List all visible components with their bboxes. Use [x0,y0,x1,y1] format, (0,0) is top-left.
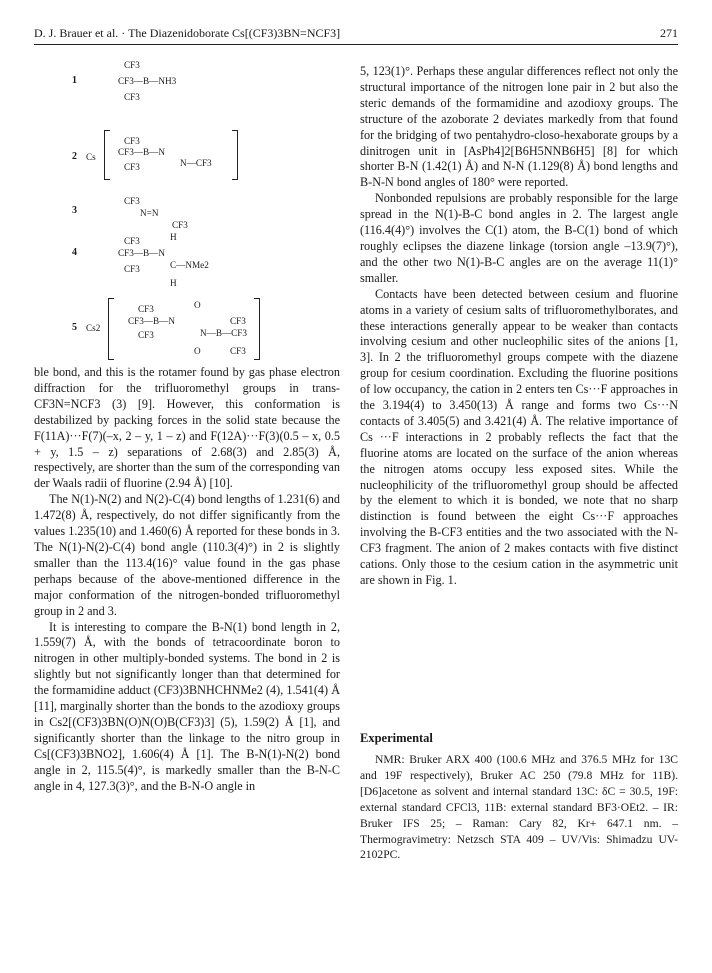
compound-number-2: 2 [72,151,77,162]
right-column [360,64,678,589]
left-column [34,365,340,794]
running-header [34,26,678,44]
bracket-left [104,130,110,180]
c2-text: CF3 [124,136,140,146]
running-title: D. J. Brauer et al. · The Diazenidoborate Cs[(CF3)3BN=NCF3] [34,26,341,40]
paragraph: 5, 123(1)°. Perhaps these angular differences reflect not only the structural importance of the nitrogen lone pair in 2 but also the steric demands of the formamidine and azodioxy groups. The structure of the azoborate 2 deviates markedly from that found for the bridging of two pentahydro-closo-hexaborate groups by a dinitrogen unit in [AsPh4]2[B6H5NNB6H5] [8] for which shorter B-N (1.42(1) Å) and N-N (1.129(8) Å) bond lengths and B-N-N bond angles of 180° were reported. [360,64,678,190]
paragraph: ble bond, and this is the rotamer found by gas phase electron diffraction for the trifluoromethyl groups in trans-CF3N=NCF3 (3) [9]. However, this conformation is destabilized by packing forces in the solid state because the F(11A)···F(7)(–x, 2 – y, 1 – z) and F(12A)···F(3)(0.5 – x, 0.5 + y, 1.5 – z) separations of 2.68(3) and 2.85(3) Å, respectively, are shorter than the sum of the corresponding van der Waals radii of fluorine (2.94 Å) [10]. [34,365,340,491]
paragraph: It is interesting to compare the B-N(1) bond length in 2, 1.559(7) Å, with the bonds of tetracoordinate boron to nitrogen in other multiply-bonded systems. The bond in 2 is slightly but not significantly longer than that determined for the formamidine adduct (CF3)3BNHCHNMe2 (4), 1.541(4) Å [11], marginally shorter than the bonds to the azodioxy groups in Cs2[(CF3)3BN(O)N(O)B(CF3)3] (5), 1.59(2) Å [1], and significantly shorter than the linkage to the nitro group in Cs[(CF3)3BNO2], 1.606(4) Å [1]. The B-N(1)-N(2) bond angle in 2, 115.5(4)°, is markedly smaller than the B-N-C angle in 4, 127.3(3)°, and the B-N-O angle in [34,619,340,793]
compound-number-3: 3 [72,205,77,216]
experimental-paragraph: NMR: Bruker ARX 400 (100.6 MHz and 376.5 MHz for 13C and 19F respectively), Bruker AC 250 (79.8 MHz for 11B). [D6]acetone as solvent and internal standard 13C: δC = 30.5, 19F: external standard CFCl3, 11B: external standard BF3·OEt2. – IR: Bruker IFS 25; – Raman: Cary 82, Kr+ 647.1 nm. – Thermogravimetry: Netzsch STA 409 – UV/Vis: Shimadzu UV-2102PC. [360,753,678,862]
structure-formulas [72,58,280,358]
c5-text: CF3 [138,304,154,314]
c4-text: CF3 [124,236,140,246]
header-rule [34,44,678,45]
paragraph: Nonbonded repulsions are probably responsible for the large spread in the N(1)-B-C bond angles in 2. The largest angle (116.4(4)°) involves the C(1) atom, the B-C(1) bond of which roughly eclipses the diazene linkage (torsion angle –13.9(7)°), and the other two N(1)-B-C angles are on the average 11(1)° smaller. [360,191,678,285]
c3-text: CF3 [172,220,188,230]
c3-text: CF3 [124,196,140,206]
c2-text: Cs [86,152,96,162]
c5-text: N—B—CF3 [200,328,247,338]
c1-text: CF3—B—NH3 [118,76,177,86]
paragraph: Contacts have been detected between cesium and fluorine atoms in a variety of cesium salts of trifluoromethylborates, and these interactions generally appear to be weaker than contacts involving cesium and other nucleophilic sites of the anions [1, 3]. In 2 the trifluoromethyl groups compete with the diazene group for cesium coordination. Excluding the fluorine positions of low occupancy, the cation in 2 enters ten Cs···F approaches in the 3.194(4) to 3.450(13) Å range and forms two Cs···N contacts of 3.405(5) and 3.421(4) Å. The relative importance of Cs ···F interactions in 2 probably reflects the fact that the fluorine atoms are located on the surface of the anion whereas the nitrogen atoms occupy less exposed sites. While the nucleophilicity of the trifluoromethyl group should be affected by the element to which it is bonded, we note that no sharp distinction is found between the eight Cs···F approaches involving the B-CF3 entities and the two associated with the N-CF3 fragment. The anion of 2 makes contacts with five distinct cations. Only those to the cesium cation in the asymmetric unit are shown in Fig. 1. [360,286,678,587]
c5-text: O [194,300,201,310]
c5-text: CF3 [230,346,246,356]
c2-text: CF3 [124,162,140,172]
compound-number-4: 4 [72,247,77,258]
bracket-left [108,298,114,360]
c4-text: C—NMe2 [170,260,209,270]
c3-text: N=N [140,208,159,218]
c5-text: CF3 [230,316,246,326]
bracket-right [232,130,238,180]
paragraph: The N(1)-N(2) and N(2)-C(4) bond lengths of 1.231(6) and 1.472(8) Å, respectively, do not differ significantly from the values 1.235(10) and 1.460(6) Å reported for these bonds in 3. The N(1)-N(2)-C(4) bond angle (110.3(4)°) in 2 is slightly smaller than the 113.4(16)° value found in the gas phase perhaps because of the above-mentioned difference in the major conformation of the nitrogen-bonded trifluoromethyl group in 2 and 3. [34,492,340,618]
c5-text: CF3 [138,330,154,340]
c5-text: Cs2 [86,323,101,333]
c5-text: O [194,346,201,356]
c1-text: CF3 [124,60,140,70]
c1-text: CF3 [124,92,140,102]
section-heading: Experimental [360,731,433,745]
compound-number-1: 1 [72,75,77,86]
bracket-right [254,298,260,360]
c4-text: H [170,278,177,288]
c5-text: CF3—B—N [128,316,175,326]
c2-text: CF3—B—N [118,147,165,157]
c2-text: N—CF3 [180,158,212,168]
c4-text: CF3 [124,264,140,274]
c4-text: CF3—B—N [118,248,165,258]
c4-text: H [170,232,177,242]
page-number: 271 [660,26,678,40]
compound-number-5: 5 [72,322,77,333]
